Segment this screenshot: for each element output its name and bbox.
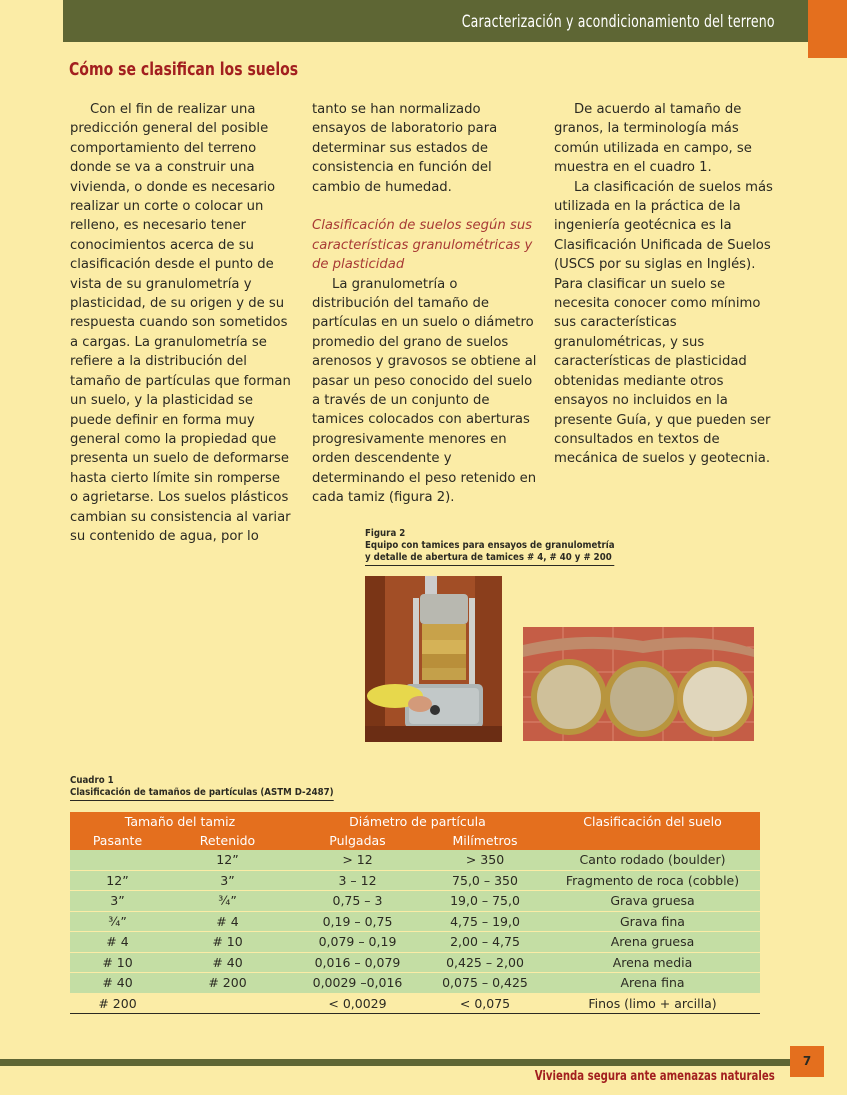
page-number: 7 xyxy=(790,1046,824,1077)
table-column-header: Pulgadas xyxy=(290,831,425,850)
header-orange-tab xyxy=(808,0,847,58)
table-row xyxy=(70,973,760,994)
table-cell: Grava gruesa xyxy=(545,891,760,912)
table-group-header: Tamaño del tamiz xyxy=(70,812,290,831)
table-cell: Fragmento de roca (cobble) xyxy=(545,870,760,891)
table-cell: < 0,0029 xyxy=(290,993,425,1014)
paragraph: La clasificación de suelos más utilizada en la práctica de la ingeniería geotécnica es la Clasificación Unificada de Suelos (USCS por su siglas en Inglés). Para clasificar un suelo se necesita conocer como mínimo sus características granulométricas, y sus características de plasticidad obtenidas mediante otros ensayos no incluidos en la presente Guía, y que pueden ser consultados en textos de mecánica de suelos y geotecnia. xyxy=(554,179,773,467)
table-cell: 0,425 – 2,00 xyxy=(425,952,545,973)
table-cell: Canto rodado (boulder) xyxy=(545,850,760,870)
table-row xyxy=(70,850,760,870)
table-cell: < 0,075 xyxy=(425,993,545,1014)
sieve-shaker-photo xyxy=(365,576,502,742)
table-cell: Arena gruesa xyxy=(545,932,760,953)
table-cell: # 200 xyxy=(70,993,165,1014)
table-cell: 3 – 12 xyxy=(290,870,425,891)
text-column-3 xyxy=(554,100,780,469)
table-cell: # 4 xyxy=(70,932,165,953)
table-cell: 3” xyxy=(165,870,290,891)
table-group-header: Diámetro de partícula xyxy=(290,812,545,831)
sieves-detail-photo xyxy=(523,627,754,741)
table-cell xyxy=(70,850,165,870)
table-cell: Grava fina xyxy=(545,911,760,932)
table-cell: Arena fina xyxy=(545,973,760,994)
table-cell: ¾” xyxy=(165,891,290,912)
table-cell: # 10 xyxy=(165,932,290,953)
table-row xyxy=(70,891,760,912)
table-cell: 0,079 – 0,19 xyxy=(290,932,425,953)
text-column-2 xyxy=(312,100,538,508)
subheading: Clasificación de suelos según sus características granulométricas y de plasticidad xyxy=(312,218,533,273)
table-cell: 3” xyxy=(70,891,165,912)
table-row xyxy=(70,870,760,891)
table-cell: 0,075 – 0,425 xyxy=(425,973,545,994)
paragraph: La granulometría o distribución del tamaño de partículas en un suelo o diámetro promedio del grano de suelos arenosos y gravosos se obtiene al pasar un peso conocido del suelo a través de un conjunto de tamices colocados con aberturas progresivamente menores en orden descendente y determinando el peso retenido en cada tamiz (figura 2). xyxy=(312,276,537,506)
table-cell: 4,75 – 19,0 xyxy=(425,911,545,932)
table-cell: 12” xyxy=(165,850,290,870)
text-column-1 xyxy=(70,100,292,546)
footer-publication-title: Vivienda segura ante amenazas naturales xyxy=(534,1069,775,1084)
table-cell: # 10 xyxy=(70,952,165,973)
sieves-detail-illustration xyxy=(523,627,754,741)
paragraph: De acuerdo al tamaño de granos, la terminología más común utilizada en campo, se muestra en el cuadro 1. xyxy=(554,102,752,176)
table-cell: > 12 xyxy=(290,850,425,870)
paragraph: tanto se han normalizado ensayos de laboratorio para determinar sus estados de consistencia en función del cambio de humedad. xyxy=(312,102,498,195)
table-row xyxy=(70,932,760,953)
paragraph: Con el fin de realizar una predicción general del posible comportamiento del terreno donde se va a construir una vivienda, o donde es necesario realizar un corte o colocar un relleno, es necesario tener conocimientos acerca de su clasificación desde el punto de vista de su granulometría y plasticidad, de su origen y de su respuesta cuando son sometidos a cargas. La granulometría se refiere a la distribución del tamaño de partículas que forman un suelo, y la plasticidad se puede definir en forma muy general como la propiedad que presenta un suelo de deformarse hasta cierto límite sin romperse o agrietarse. Los suelos plásticos cambian su consistencia al variar su contenido de agua, por lo xyxy=(70,102,291,544)
table-column-header: Milímetros xyxy=(425,831,545,850)
table-row xyxy=(70,911,760,932)
table-cell: 19,0 – 75,0 xyxy=(425,891,545,912)
table-cell: 0,016 – 0,079 xyxy=(290,952,425,973)
table-cell xyxy=(165,993,290,1014)
section-title: Cómo se clasifican los suelos xyxy=(69,59,299,80)
table-cell: Finos (limo + arcilla) xyxy=(545,993,760,1014)
table-cell: ¾” xyxy=(70,911,165,932)
table-cell: 2,00 – 4,75 xyxy=(425,932,545,953)
figure-label: Figura 2 xyxy=(365,528,406,539)
table-column-header: Pasante xyxy=(70,831,165,850)
table-cell: # 200 xyxy=(165,973,290,994)
table-title: Clasificación de tamaños de partículas (ASTM D-2487) xyxy=(70,787,334,801)
table-row xyxy=(70,993,760,1014)
table-label: Cuadro 1 xyxy=(70,775,114,786)
table-cell: Arena media xyxy=(545,952,760,973)
table-cell: > 350 xyxy=(425,850,545,870)
figure-title-line: Equipo con tamices para ensayos de granulometría xyxy=(365,540,615,551)
table-cell: 12” xyxy=(70,870,165,891)
figure-caption xyxy=(365,528,615,566)
table-cell: # 40 xyxy=(165,952,290,973)
table-cell: # 4 xyxy=(165,911,290,932)
header-title: Caracterización y acondicionamiento del terreno xyxy=(462,12,775,32)
footer-line xyxy=(0,1059,790,1066)
table-caption xyxy=(70,775,334,801)
particle-size-table xyxy=(70,812,760,1014)
header-bar xyxy=(63,0,831,42)
table-row xyxy=(70,952,760,973)
table-body xyxy=(70,850,760,1014)
figure-title-line: y detalle de abertura de tamices # 4, # 40 y # 200 xyxy=(365,552,615,566)
sieve-shaker-illustration xyxy=(365,576,502,742)
table-cell: 0,75 – 3 xyxy=(290,891,425,912)
table-group-header: Clasificación del suelo xyxy=(545,812,760,850)
table-cell: 75,0 – 350 xyxy=(425,870,545,891)
table-cell: # 40 xyxy=(70,973,165,994)
table-cell: 0,19 – 0,75 xyxy=(290,911,425,932)
table-column-header: Retenido xyxy=(165,831,290,850)
table-cell: 0,0029 –0,016 xyxy=(290,973,425,994)
